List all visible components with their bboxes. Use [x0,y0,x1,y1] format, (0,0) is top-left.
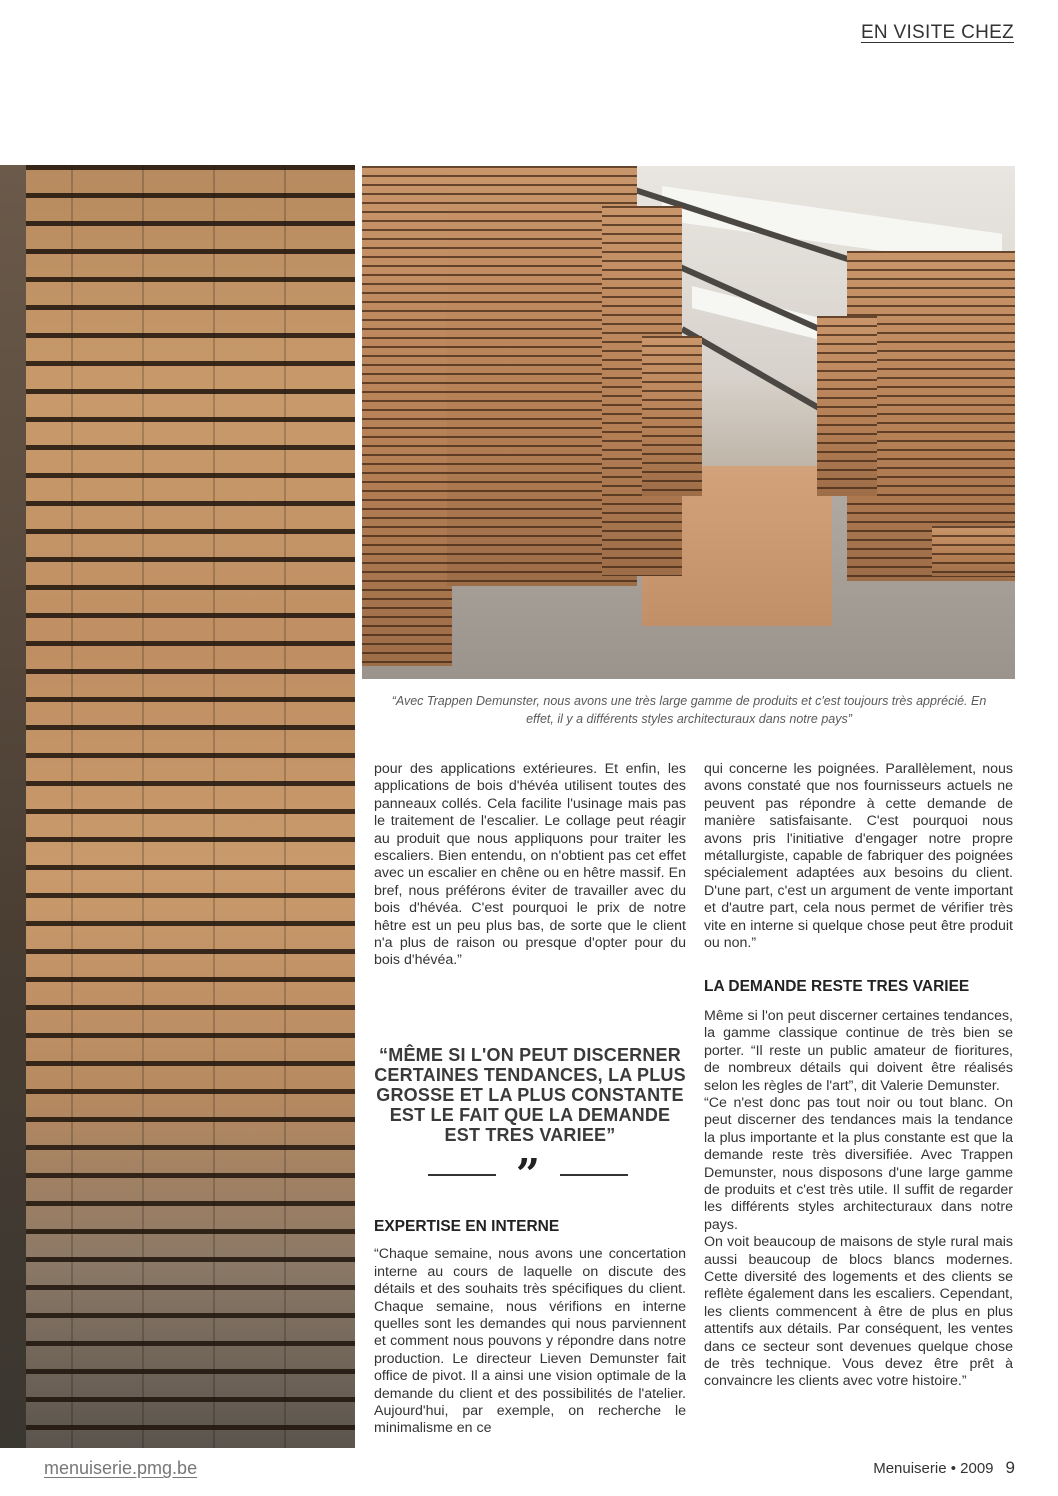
body-paragraph: qui concerne les poignées. Parallèlement, nous avons constaté que nos fournisseurs actuels ne peuvent pas répondre à cette demande de manière satisfaisante. C'est pourquoi nous avons pris l'initiative d'engager notre propre métallurgiste, capable de fabriquer des poignées spécialement adaptées aux besoins du client. D'une part, c'est un argument de vente important et d'autre part, cela nous permet de vérifier très vite en interne si quelque chose peut être produit ou non.” [704,761,1013,952]
section-heading: LA DEMANDE RESTE TRES VARIEE [704,978,970,996]
warehouse-lumber-stacks-photo [362,166,1015,679]
photo-caption: “Avec Trappen Demunster, nous avons une très large gamme de produits et c'est toujours très apprécié. En effet, il y a différents styles architecturaux dans notre pays” [391,694,987,726]
body-paragraph: Même si l'on peut discerner certaines tendances, la gamme classique continue de très bien se porter. “Il reste un public amateur de fioritures, de nombreux détails qui doivent être réalisés selon les règles de l'art”, dit Valerie Demunster. [704,1007,1013,1094]
body-paragraph: “Chaque semaine, nous avons une concertation interne au cours de laquelle on discute des détails et des souhaits très spécifiques du client. Chaque semaine, nous vérifions en interne quelles sont les demandes qui nous parviennent et comment nous pouvons y répondre dans notre production. Le directeur Lieven Demunster fait office de pivot. Il a ainsi une vision optimale de la demande du client et des possibilités de l'atelier. Aujourd'hui, par exemple, on recherche le minimalisme en ce [374,1246,686,1437]
lumber-stack [362,166,452,666]
section-heading: EXPERTISE EN INTERNE [374,1218,560,1235]
section-label: EN VISITE CHEZ [860,22,1014,43]
quote-mark-icon: ” [515,1150,541,1199]
publication-name: Menuiserie • 2009 [873,1460,994,1477]
column-middle [374,761,686,970]
body-paragraph: pour des applications extérieures. Et enfin, les applications de bois d'hévéa utilisent toutes des panneaux collés. Cela facilite l'usinage mais pas le traitement de l'escalier. Le collage peut réagir au produit que nous appliquons pour traiter les escaliers. Bien entendu, on n'obtient pas cet effet avec un escalier en chêne ou en hêtre massif. En bref, nous préférons éviter de travailler avec du bois d'hévéa. C'est pourquoi le prix de notre hêtre est un peu plus bas, de sorte que le client n'a plus de raison ou presque d'opter pour du bois d'hévéa.” [374,761,686,969]
body-paragraph: On voit beaucoup de maisons de style rural mais aussi beaucoup de blocs blancs modernes. Cette diversité des logements et des clients se reflète également dans les escaliers. Cependant, les clients commencent à être de plus en plus attentifs aux détails. Par conséquent, les ventes dans ce secteur sont devenues quelque chose de très technique. Vous devez être prêt à convaincre les clients avec votre histoire.” [704,1234,1013,1390]
expertise-section [374,1218,686,1438]
stacked-lumber-photo [0,165,355,1448]
page-number: 9 [1005,1458,1015,1477]
footer-publication [873,1458,1015,1478]
body-paragraph: “Ce n'est donc pas tout noir ou tout blanc. On peut discerner des tendances mais la tendance la plus importante et la plus constante est que la demande reste très diversifiée. Avec Trappen Demunster, nous disposons d'une large gamme de produits et c'est très utile. Il suffit de regarder les différents styles architecturaux dans notre pays. [704,1094,1013,1233]
website-link[interactable]: menuiserie.pmg.be [44,1458,198,1478]
divider-line [428,1174,496,1176]
lumber-stack [932,526,1015,576]
lumber-stack [642,336,702,496]
quote-divider [428,1150,628,1199]
column-right [704,761,1013,1391]
lumber-stack [817,316,877,496]
divider-line [560,1174,628,1176]
pull-quote: “MÊME SI L'ON PEUT DISCERNER CERTAINES TENDANCES, LA PLUS GROSSE ET LA PLUS CONSTANTE EST LE FAIT QUE LA DEMANDE EST TRES VARIEE” [374,1045,686,1145]
